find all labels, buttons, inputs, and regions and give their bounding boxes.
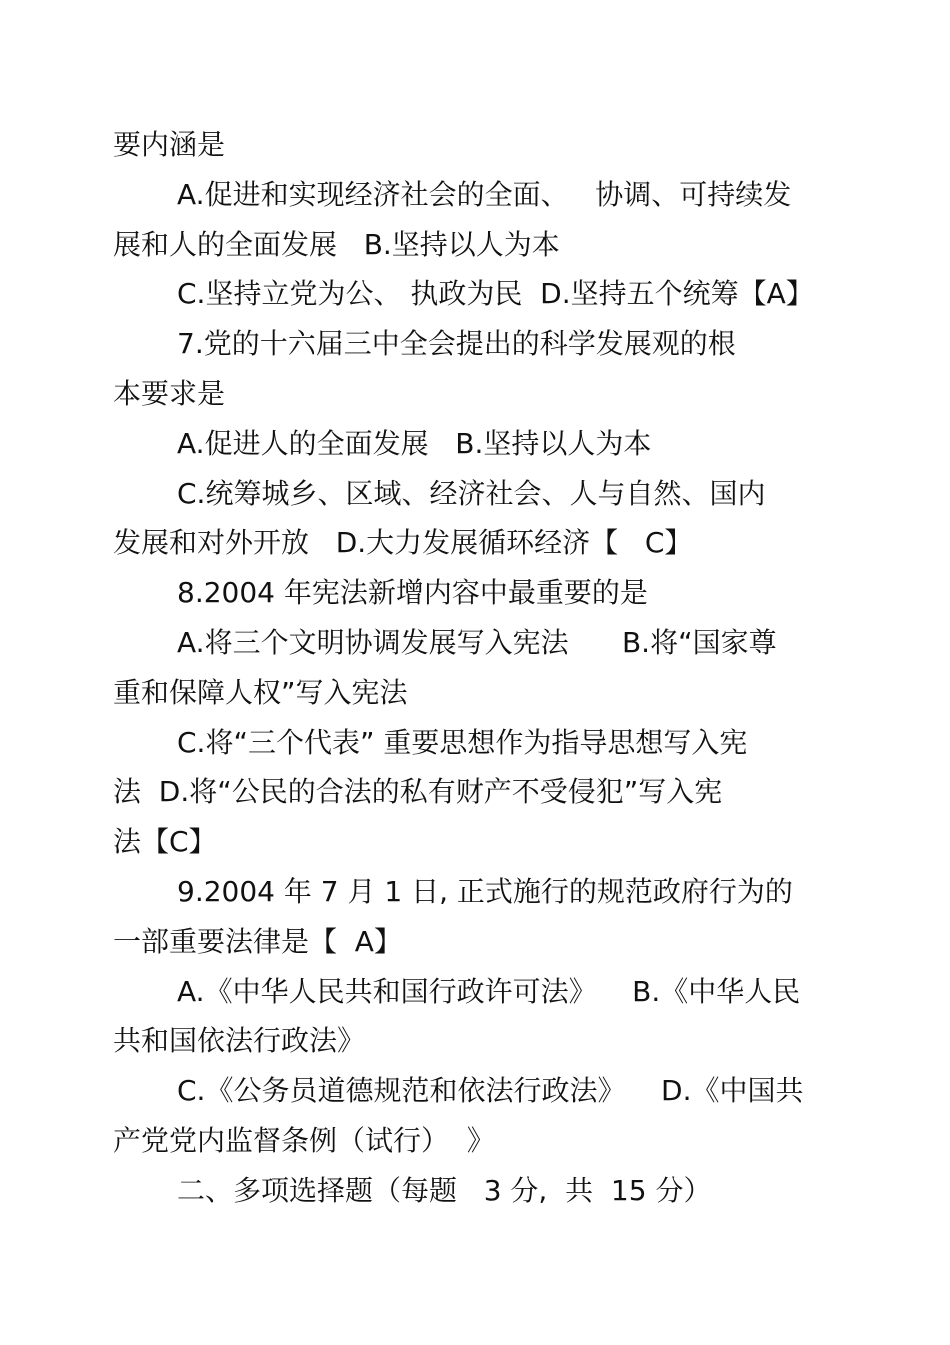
- text-line: 要内涵是: [113, 128, 226, 161]
- text-line: 法【C】: [113, 825, 217, 859]
- text-line: 重和保障人权”写入宪法: [113, 675, 408, 709]
- text-line: C.坚持立党为公、 执政为民 D.坚持五个统筹【A】: [177, 277, 814, 311]
- text-line: 8.2004 年宪法新增内容中最重要的是: [177, 576, 648, 610]
- text-line: 法 D.将“公民的合法的私有财产不受侵犯”写入宪: [113, 775, 723, 809]
- text-line: C.将“三个代表” 重要思想作为指导思想写入宪: [177, 725, 748, 759]
- text-line: 共和国依法行政法》: [113, 1024, 366, 1058]
- text-line: A.促进人的全面发展 B.坚持以人为本: [177, 426, 652, 460]
- document-body: [113, 120, 853, 1216]
- text-line: C.《公务员道德规范和依法行政法》 D.《中国共: [177, 1074, 804, 1108]
- text-line: 二、多项选择题（每题 3 分, 共 15 分）: [177, 1173, 712, 1207]
- text-line: 发展和对外开放 D.大力发展循环经济【 C】: [113, 526, 693, 560]
- text-line: A.将三个文明协调发展写入宪法 B.将“国家尊: [177, 625, 777, 659]
- text-line: A.《中华人民共和国行政许可法》 B.《中华人民: [177, 974, 801, 1008]
- text-line: 产党党内监督条例（试行） 》: [113, 1123, 495, 1157]
- text-line: 7.党的十六届三中全会提出的科学发展观的根: [177, 327, 736, 361]
- text-line: C.统筹城乡、区域、经济社会、人与自然、国内: [177, 476, 766, 510]
- text-line: 本要求是: [113, 376, 226, 410]
- text-line: 一部重要法律是【 A】: [113, 924, 402, 958]
- text-line: 9.2004 年 7 月 1 日, 正式施行的规范政府行为的: [177, 874, 793, 908]
- text-line: 展和人的全面发展 B.坚持以人为本: [113, 227, 560, 261]
- text-line: A.促进和实现经济社会的全面、 协调、可持续发: [177, 177, 792, 211]
